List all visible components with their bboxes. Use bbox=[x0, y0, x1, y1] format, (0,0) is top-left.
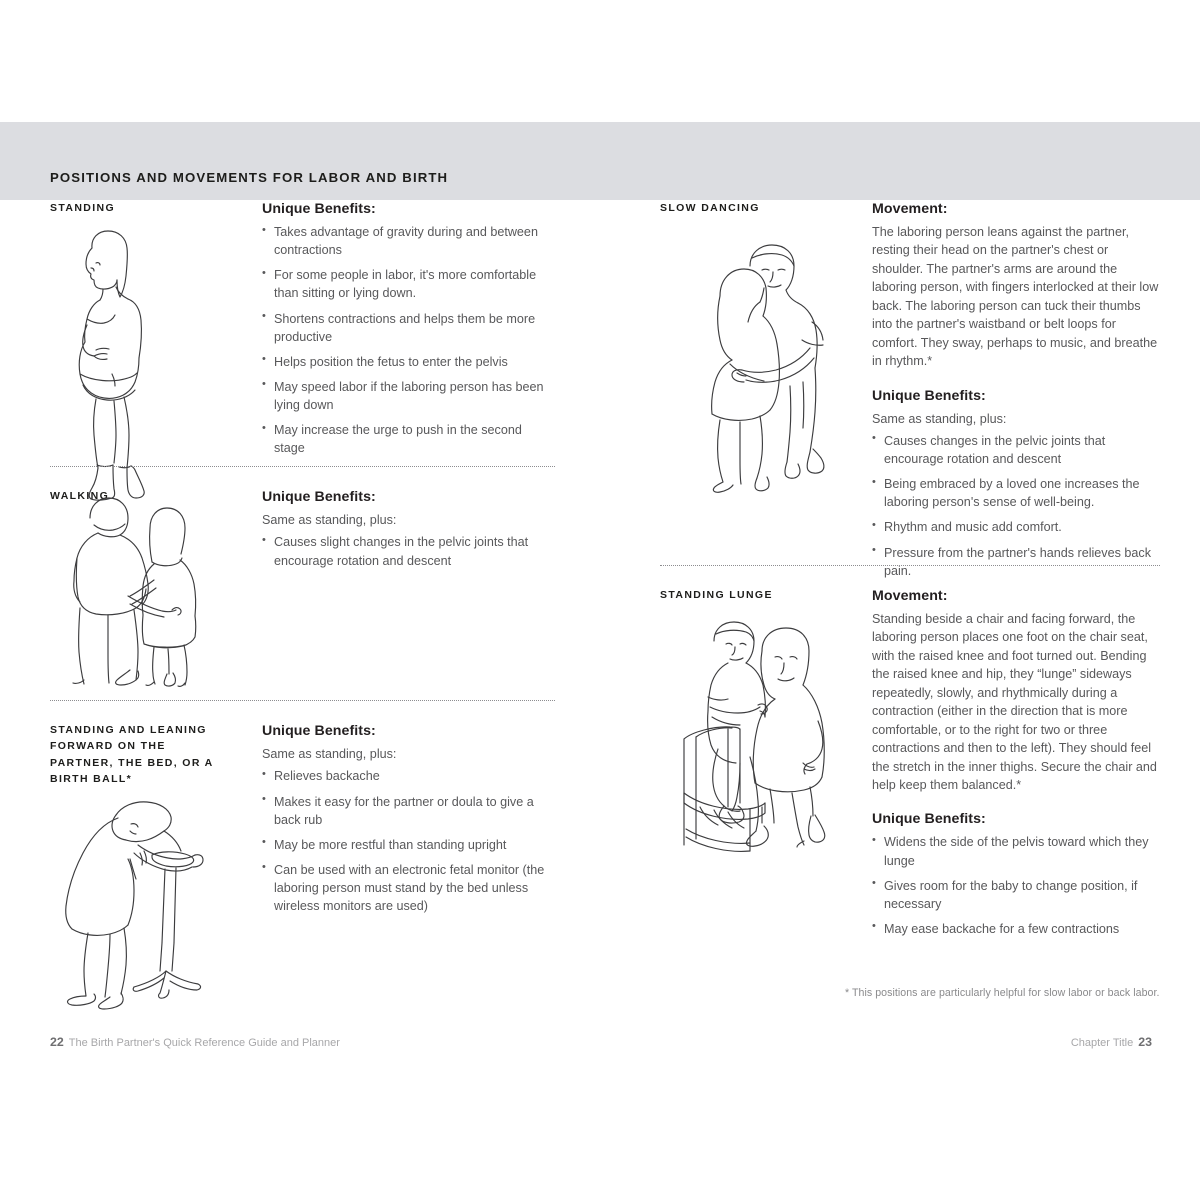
same-as-standing-lead: Same as standing, plus: bbox=[872, 411, 1007, 426]
list-item: • Shortens contractions and helps them be more productive bbox=[262, 310, 555, 346]
entry-slow-dancing bbox=[660, 200, 1160, 580]
footer-right bbox=[1071, 1035, 1152, 1049]
standing-lunge-benefits-list bbox=[872, 833, 1160, 938]
book-title-left: The Birth Partner's Quick Reference Guide and Planner bbox=[68, 1037, 340, 1049]
same-as-standing-lead: Same as standing, plus: bbox=[262, 513, 397, 527]
movement-heading: Movement: bbox=[872, 588, 948, 604]
list-item: • Rhythm and music add comfort. bbox=[872, 518, 1160, 536]
list-item: • Widens the side of the pelvis toward which they lunge bbox=[872, 833, 1160, 869]
position-label-standing-lunge: STANDING LUNGE bbox=[660, 589, 773, 601]
list-item: • May ease backache for a few contractions bbox=[872, 920, 1160, 938]
position-label-standing: STANDING bbox=[50, 202, 115, 214]
page-title: POSITIONS AND MOVEMENTS FOR LABOR AND BIRTH bbox=[50, 170, 449, 185]
movement-paragraph: The laboring person leans against the partner, resting their head on the partner's chest or shoulder. The partner's arms are around the laboring person, with fingers interlocked at their low back. The laboring person can tuck their thumbs into the partner's waistband or belt loops for comfort. They sway, perhaps to music, and breathe in rhythm.* bbox=[872, 225, 1159, 369]
figure-slow-dancing bbox=[690, 236, 872, 486]
entry-standing-leaning-forward bbox=[50, 700, 555, 1008]
chapter-title-right: Chapter Title bbox=[1070, 1037, 1134, 1049]
running-header-band bbox=[0, 122, 1200, 200]
entry-walking bbox=[50, 466, 555, 684]
unique-benefits-heading: Unique Benefits: bbox=[262, 723, 376, 739]
unique-benefits-heading: Unique Benefits: bbox=[872, 811, 986, 828]
list-item: • Pressure from the partner's hands relieves back pain. bbox=[872, 544, 1160, 580]
footnote: * This positions are particularly helpful for slow labor or back labor. bbox=[845, 987, 1160, 999]
entry-standing-lunge bbox=[660, 565, 1160, 938]
list-item: • Helps position the fetus to enter the pelvis bbox=[262, 353, 555, 371]
entry-standing bbox=[50, 200, 555, 457]
section-divider bbox=[50, 700, 555, 701]
list-item: • Relieves backache bbox=[262, 767, 555, 785]
section-divider bbox=[660, 565, 1160, 566]
list-item: • Makes it easy for the partner or doula to give a back rub bbox=[262, 793, 555, 829]
same-as-standing-lead: Same as standing, plus: bbox=[262, 747, 397, 761]
walking-text-column bbox=[262, 488, 555, 570]
standing-lunge-text-column bbox=[872, 587, 1160, 938]
page-number-left: 22 bbox=[50, 1035, 64, 1049]
list-item: • Takes advantage of gravity during and between contractions bbox=[262, 223, 555, 259]
list-item: • Causes changes in the pelvic joints that encourage rotation and descent bbox=[872, 432, 1160, 468]
list-item: • Causes slight changes in the pelvic joints that encourage rotation and descent bbox=[262, 533, 555, 569]
list-item: • Can be used with an electronic fetal monitor (the laboring person must stand by the bed unless wireless monitors are used) bbox=[262, 861, 555, 915]
figure-standing-lunge bbox=[670, 617, 872, 847]
list-item: • Being embraced by a loved one increases the laboring person's sense of well-being. bbox=[872, 475, 1160, 511]
leaning-forward-benefits-list bbox=[262, 767, 555, 915]
list-item: • May speed labor if the laboring person has been lying down bbox=[262, 378, 555, 414]
figure-walking bbox=[68, 484, 262, 684]
list-item: • May be more restful than standing upright bbox=[262, 836, 555, 854]
figure-leaning-forward bbox=[52, 793, 262, 1008]
unique-benefits-heading: Unique Benefits: bbox=[262, 489, 376, 505]
list-item: • Gives room for the baby to change position, if necessary bbox=[872, 877, 1160, 913]
movement-paragraph: Standing beside a chair and facing forward, the laboring person places one foot on the chair seat, with the raised knee and foot turned out. Bending the raised knee and hip, they “lunge” sideways repeatedly, slowly, and rhythmically during a contraction (either in the direction that is more comfortable, or to the right for two or three contractions and then to the left). They should feel the stretch in the inner thighs. Secure the chair and help keep them balanced.* bbox=[872, 612, 1157, 792]
unique-benefits-heading: Unique Benefits: bbox=[262, 201, 376, 217]
list-item: • For some people in labor, it's more comfortable than sitting or lying down. bbox=[262, 266, 555, 302]
unique-benefits-heading: Unique Benefits: bbox=[872, 387, 986, 404]
figure-standing bbox=[50, 222, 262, 437]
position-label-leaning-forward: STANDING AND LEANING FORWARD ON THE PARTNER, THE BED, OR A BIRTH BALL* bbox=[50, 724, 214, 785]
standing-text-column bbox=[262, 200, 555, 457]
list-item: • May increase the urge to push in the second stage bbox=[262, 421, 555, 457]
position-label-slow-dancing: SLOW DANCING bbox=[660, 202, 760, 214]
page-number-right: 23 bbox=[1138, 1035, 1152, 1049]
slow-dancing-benefits-list bbox=[872, 432, 1160, 580]
footer-left bbox=[50, 1035, 340, 1049]
position-label-walking: WALKING bbox=[50, 490, 110, 502]
slow-dancing-text-column bbox=[872, 200, 1160, 580]
leaning-forward-text-column bbox=[262, 722, 555, 915]
section-divider bbox=[50, 466, 555, 467]
standing-benefits-list bbox=[262, 223, 555, 457]
walking-benefits-list bbox=[262, 533, 555, 569]
movement-heading: Movement: bbox=[872, 201, 948, 217]
